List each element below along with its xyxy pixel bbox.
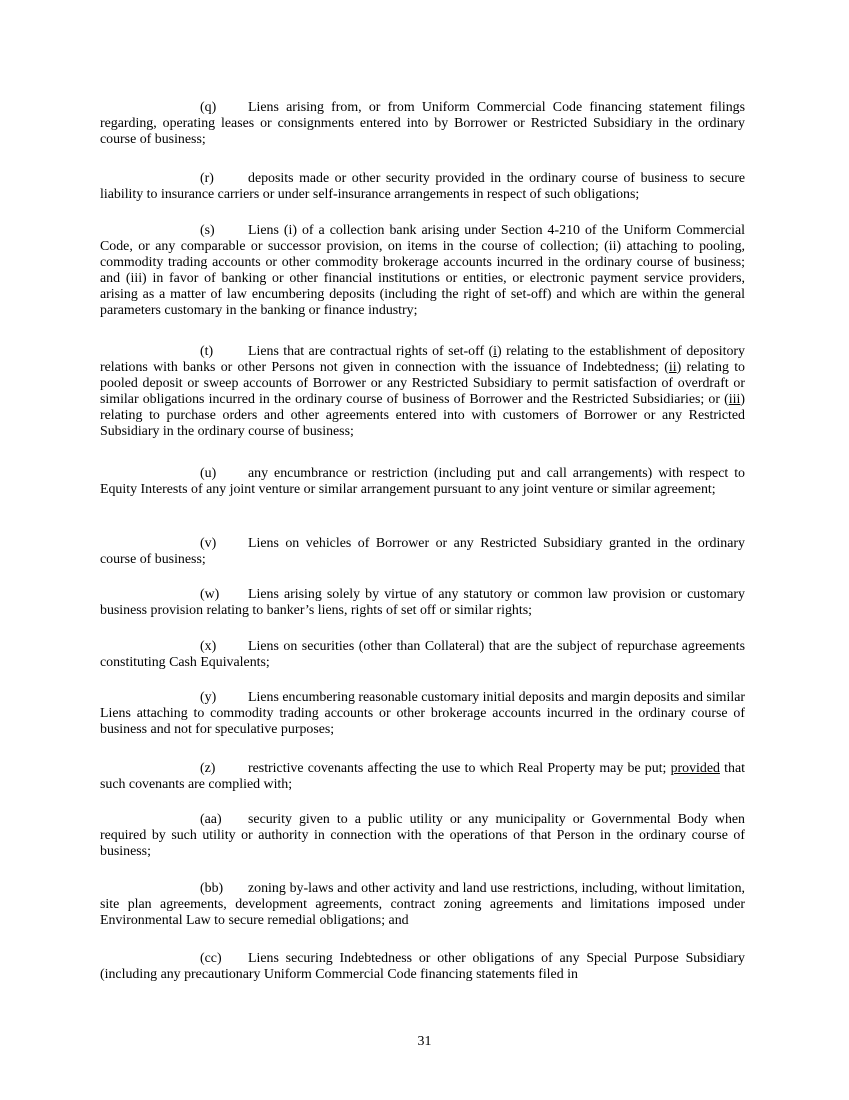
underlined-numeral: i: [493, 344, 498, 359]
paragraph-text-tail: that such covenants are complied with;: [100, 761, 745, 793]
paragraph-text: security given to a public utility or any municipality or Governmental Body when required by such utility or authority in connection with the operations of that Person in the ordinary course of business;: [100, 812, 745, 860]
paragraph-text-part: ) relating to purchase orders and other agreements entered into with customers of Borrower or any Restricted Subsidiary in the ordinary course of business;: [100, 392, 745, 440]
paragraph-label: (q): [200, 100, 217, 115]
paragraph-text: Liens arising solely by virtue of any statutory or common law provision or customary business provision relating to banker’s liens, rights of set off or similar rights;: [100, 587, 745, 619]
page-number: 31: [417, 1034, 432, 1049]
paragraph-aa: [100, 812, 745, 860]
paragraph-cc: [100, 951, 745, 983]
paragraph-label: (x): [200, 639, 217, 654]
paragraph-label: (t): [200, 344, 214, 359]
paragraph-s: [100, 223, 745, 320]
paragraph-text: Liens on securities (other than Collateral) that are the subject of repurchase agreements constituting Cash Equivalents;: [100, 639, 745, 671]
paragraph-label: (s): [200, 223, 215, 238]
paragraph-text-part: Liens that are contractual rights of set-off (: [248, 344, 494, 359]
paragraph-label: (y): [200, 690, 217, 705]
paragraph-text: zoning by-laws and other activity and land use restrictions, including, without limitation, site plan agreements, development agreements, contract zoning agreements and limitations imposed under Environmental Law to secure remedial obligations; and: [100, 881, 745, 929]
paragraph-label: (w): [200, 587, 220, 602]
underlined-numeral: ii: [668, 360, 677, 376]
paragraph-z: [100, 761, 745, 793]
paragraph-label: (r): [200, 171, 214, 186]
paragraph-label: (cc): [200, 951, 222, 966]
paragraph-text: Liens securing Indebtedness or other obligations of any Special Purpose Subsidiary (including any precautionary Uniform Commercial Code financing statements filed in: [100, 951, 745, 983]
paragraph-y: [100, 690, 745, 738]
paragraph-text: restrictive covenants affecting the use to which Real Property may be put;: [248, 761, 667, 776]
paragraph-text: any encumbrance or restriction (including put and call arrangements) with respect to Equity Interests of any joint venture or similar arrangement pursuant to any joint venture or similar agreement;: [100, 466, 745, 498]
paragraph-text: deposits made or other security provided in the ordinary course of business to secure liability to insurance carriers or under self-insurance arrangements in respect of such obligations;: [100, 171, 745, 203]
paragraph-label: (u): [200, 466, 217, 481]
paragraph-label: (z): [200, 761, 216, 776]
paragraph-text: Liens (i) of a collection bank arising under Section 4-210 of the Uniform Commercial Code, or any comparable or successor provision, on items in the course of collection; (ii) attaching to pooling, commodity trading accounts or other commodity brokerage accounts incurred in the ordinary course of business; and (iii) in favor of banking or other financial institutions or entities, or electronic payment service providers, arising as a matter of law encumbering deposits (including the right of set-off) and which are within the general parameters customary in the banking or finance industry;: [100, 223, 745, 319]
paragraph-text: Liens on vehicles of Borrower or any Restricted Subsidiary granted in the ordinary course of business;: [100, 536, 745, 568]
paragraph-text-part: ) relating to pooled deposit or sweep accounts of Borrower or any Restricted Subsidiary to permit satisfaction of overdraft or similar obligations incurred in the ordinary course of business of Borrower and the Restricted Subsidiaries; or (: [100, 360, 745, 408]
paragraph-label: (aa): [200, 812, 222, 827]
paragraph-u: [100, 466, 745, 498]
paragraph-label: (v): [200, 536, 217, 551]
underlined-numeral: iii: [728, 392, 741, 408]
paragraph-text-part: ) relating to the establishment of depository relations with banks or other Persons not given in connection with the issuance of Indebtedness; (: [100, 344, 746, 376]
paragraph-v: [100, 536, 745, 568]
paragraph-w: [100, 587, 745, 619]
paragraph-label: (bb): [200, 881, 224, 896]
paragraph-bb: [100, 881, 745, 929]
paragraph-x: [100, 639, 745, 671]
paragraph-t: [100, 344, 745, 441]
paragraph-q: [100, 100, 745, 148]
paragraph-r: [100, 171, 745, 203]
underlined-term: provided: [670, 761, 720, 776]
paragraph-text: Liens arising from, or from Uniform Commercial Code financing statement filings regarding, operating leases or consignments entered into by Borrower or Restricted Subsidiary in the ordinary course of business;: [100, 100, 745, 148]
paragraph-text: Liens encumbering reasonable customary initial deposits and margin deposits and similar Liens attaching to commodity trading accounts or other brokerage accounts incurred in the ordinary course of business and not for speculative purposes;: [100, 690, 745, 738]
